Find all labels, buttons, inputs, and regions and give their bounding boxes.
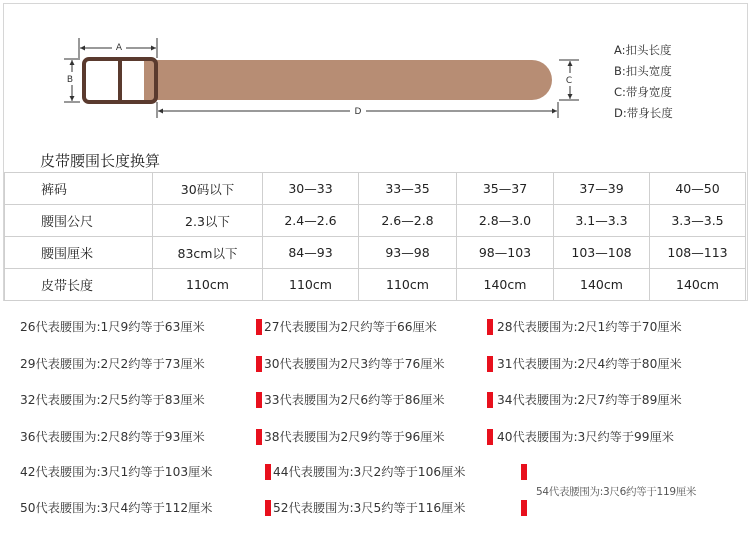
conversion-text: 26代表腰围为:1尺9约等于63厘米 — [20, 320, 205, 334]
dimension-d — [157, 102, 558, 118]
table-cell: 30码以下 — [153, 173, 263, 205]
table-cell: 140cm — [554, 269, 650, 301]
conversion-text: 27代表腰围为2尺约等于66厘米 — [264, 320, 437, 334]
table-cell: 40—50 — [650, 173, 746, 205]
dimension-a — [79, 38, 157, 58]
dimension-b — [63, 59, 81, 102]
table-cell: 84—93 — [263, 237, 359, 269]
table-cell: 83cm以下 — [153, 237, 263, 269]
table-cell: 37—39 — [554, 173, 650, 205]
table-cell: 93—98 — [359, 237, 457, 269]
dimension-c-label: C — [565, 76, 573, 86]
conversion-text: 29代表腰围为:2尺2约等于73厘米 — [20, 357, 205, 371]
conversion-text: 30代表腰围为2尺3约等于76厘米 — [264, 357, 445, 371]
list-item — [0, 390, 750, 410]
dimension-legend — [614, 40, 673, 124]
table-cell: 30—33 — [263, 173, 359, 205]
conversion-text: 28代表腰围为:2尺1约等于70厘米 — [497, 320, 682, 334]
list-item — [0, 462, 750, 482]
table-row-belt-length — [5, 269, 746, 301]
red-separator — [265, 464, 271, 480]
table-cell: 98—103 — [457, 237, 554, 269]
conversion-text: 36代表腰围为:2尺8约等于93厘米 — [20, 430, 205, 444]
red-separator — [521, 500, 527, 516]
list-item — [0, 427, 750, 447]
list-item — [0, 317, 750, 337]
conversion-text: 31代表腰围为:2尺4约等于80厘米 — [497, 357, 682, 371]
red-separator — [256, 429, 262, 445]
conversion-text: 42代表腰围为:3尺1约等于103厘米 — [20, 465, 213, 479]
conversion-text-54: 54代表腰围为:3尺6约等于119厘米 — [536, 486, 697, 498]
dimension-b-label: B — [66, 75, 74, 85]
conversion-text: 40代表腰围为:3尺约等于99厘米 — [497, 430, 674, 444]
belt-strap — [144, 60, 552, 100]
table-cell: 110cm — [359, 269, 457, 301]
table-cell: 108—113 — [650, 237, 746, 269]
dimension-d-label: D — [354, 107, 362, 117]
legend-item-c: C:带身宽度 — [614, 85, 672, 99]
row-label: 腰围公尺 — [5, 205, 153, 237]
legend-item-a: A:扣头长度 — [614, 43, 672, 57]
conversion-text: 50代表腰围为:3尺4约等于112厘米 — [20, 501, 213, 515]
dimension-c — [559, 60, 579, 100]
table-cell: 2.4—2.6 — [263, 205, 359, 237]
table-cell: 110cm — [153, 269, 263, 301]
legend-item-b: B:扣头宽度 — [614, 64, 672, 78]
size-conversion-table — [4, 172, 746, 301]
red-separator — [256, 392, 262, 408]
conversion-text: 32代表腰围为:2尺5约等于83厘米 — [20, 393, 205, 407]
row-label: 腰围厘米 — [5, 237, 153, 269]
table-cell: 3.3—3.5 — [650, 205, 746, 237]
red-separator — [265, 500, 271, 516]
table-row-waist-chi — [5, 205, 746, 237]
row-label: 裤码 — [5, 173, 153, 205]
table-cell: 110cm — [263, 269, 359, 301]
table-title: 皮带腰围长度换算 — [40, 152, 161, 170]
red-separator — [256, 319, 262, 335]
table-row-pants-size — [5, 173, 746, 205]
red-separator — [256, 356, 262, 372]
red-separator — [521, 464, 527, 480]
table-cell: 35—37 — [457, 173, 554, 205]
waist-conversion-list — [0, 310, 750, 533]
red-separator — [487, 319, 493, 335]
red-separator — [487, 429, 493, 445]
list-item — [0, 354, 750, 374]
table-cell: 103—108 — [554, 237, 650, 269]
table-row-waist-cm — [5, 237, 746, 269]
conversion-text: 44代表腰围为:3尺2约等于106厘米 — [273, 465, 466, 479]
dimension-a-label: A — [115, 43, 123, 53]
table-cell: 3.1—3.3 — [554, 205, 650, 237]
table-cell: 2.8—3.0 — [457, 205, 554, 237]
conversion-text: 52代表腰围为:3尺5约等于116厘米 — [273, 501, 466, 515]
red-separator — [487, 356, 493, 372]
legend-item-d: D:带身长度 — [614, 106, 673, 120]
table-cell: 2.3以下 — [153, 205, 263, 237]
row-label: 皮带长度 — [5, 269, 153, 301]
list-item — [0, 498, 750, 518]
conversion-text: 38代表腰围为2尺9约等于96厘米 — [264, 430, 445, 444]
table-cell: 140cm — [457, 269, 554, 301]
table-cell: 33—35 — [359, 173, 457, 205]
red-separator — [487, 392, 493, 408]
table-cell: 140cm — [650, 269, 746, 301]
table-cell: 2.6—2.8 — [359, 205, 457, 237]
conversion-text: 34代表腰围为:2尺7约等于89厘米 — [497, 393, 682, 407]
conversion-text: 33代表腰围为2尺6约等于86厘米 — [264, 393, 445, 407]
